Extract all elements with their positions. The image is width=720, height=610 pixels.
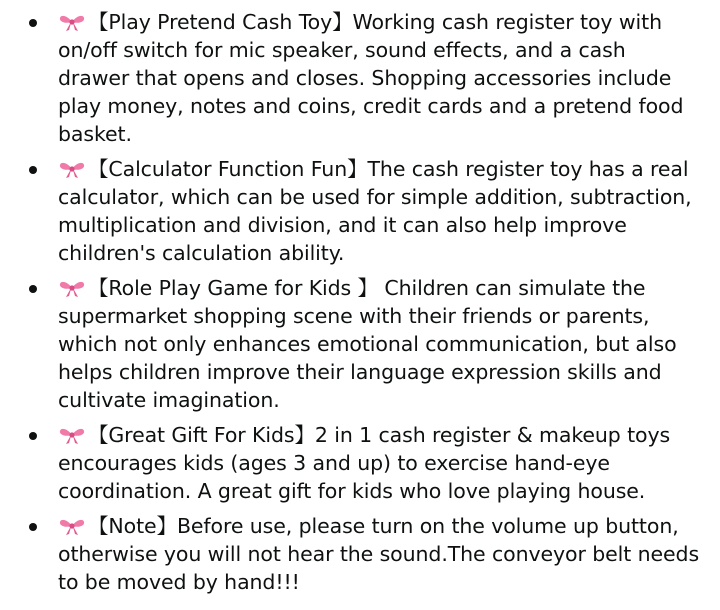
bullet-item-calculator-function-fun [0,155,720,267]
ribbon-bow-icon [58,425,86,445]
bullet-heading: 【Great Gift For Kids】 [88,423,315,447]
bullet-text: Children can simulate the supermarket shopping scene with their friends or parents, which not only enhances emotional communication, but also helps children improve their language expression skills and cultivate imagination. [58,276,677,412]
bullet-text: 2 in 1 cash register & makeup toys encourages kids (ages 3 and up) to exercise hand-eye coordination. A great gift for kids who love playing house. [58,423,671,503]
bullet-dot [29,166,37,174]
bullet-heading: 【Calculator Function Fun】 [88,157,368,181]
ribbon-bow-icon [58,278,86,298]
bullet-item-note [0,512,720,596]
bullet-dot [29,19,37,27]
bullet-text: Before use, please turn on the volume up button, otherwise you will not hear the sound.The conveyor belt needs to be moved by hand!!! [58,514,700,594]
bullet-heading: 【Note】 [88,514,177,538]
bullet-dot [29,523,37,531]
bullet-item-role-play-game [0,274,720,414]
bullet-text: Working cash register toy with on/off switch for mic speaker, sound effects, and a cash drawer that opens and closes. Shopping accessories include play money, notes and coins, credit cards and a pretend food basket. [58,10,684,146]
bullet-heading: 【Play Pretend Cash Toy】 [88,10,353,34]
bullet-item-play-pretend-cash-toy [0,8,720,148]
ribbon-bow-icon [58,159,86,179]
bullet-text: The cash register toy has a real calculator, which can be used for simple addition, subtraction, multiplication and division, and it can also help improve children's calculation ability. [58,157,692,265]
bullet-dot [29,285,37,293]
ribbon-bow-icon [58,12,86,32]
bullet-dot [29,432,37,440]
ribbon-bow-icon [58,516,86,536]
bullet-heading: 【Role Play Game for Kids 】 [88,276,378,300]
bullet-item-great-gift [0,421,720,505]
feature-bullet-list [0,8,720,603]
